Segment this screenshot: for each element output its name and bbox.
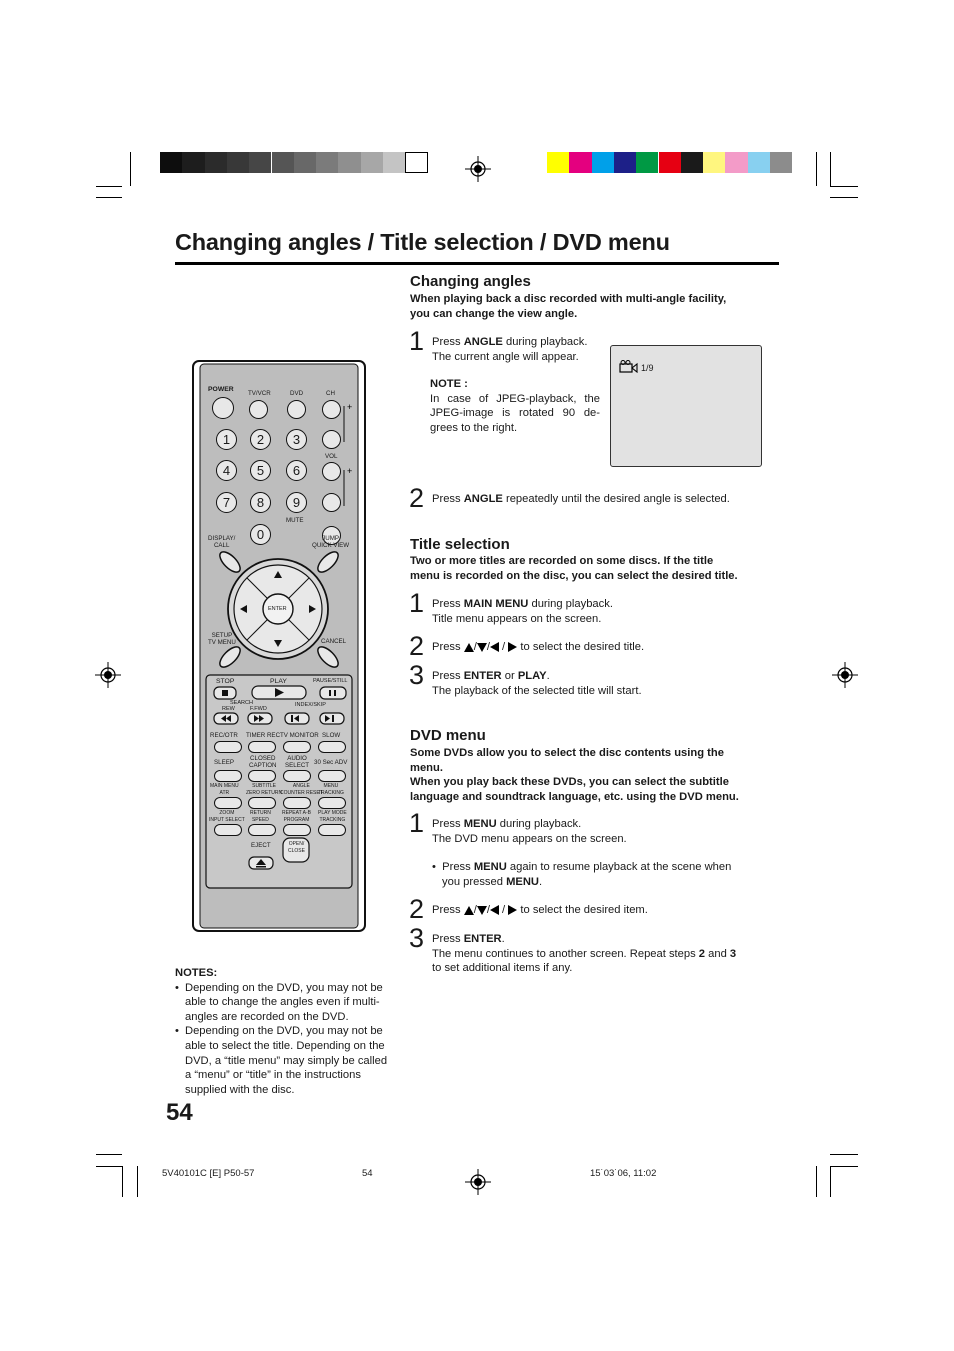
crop-mark [830, 1154, 858, 1155]
camera-angle-icon [619, 360, 638, 373]
changing-angles-intro [410, 292, 726, 321]
pause-label: PAUSE/STILL [313, 678, 348, 684]
dvd-menu-intro [410, 746, 739, 804]
text: to select the desired item. [520, 904, 648, 916]
slow-label: SLOW [322, 732, 341, 739]
digit-button: 3 [286, 429, 307, 450]
separator: / [473, 641, 477, 653]
mute-label: MUTE [286, 517, 304, 524]
adv-button [318, 770, 346, 782]
arrow-right-icon [508, 905, 517, 915]
arrow-down-icon [477, 906, 487, 915]
text: The DVD menu appears on the screen. [432, 832, 627, 845]
dvd-button [287, 400, 306, 419]
intro-line: When you play back these DVDs, you can select the subtitle [410, 776, 729, 789]
cancel-label: CANCEL [321, 638, 347, 645]
ch-label: CH [326, 390, 335, 397]
crop-mark [830, 152, 831, 186]
text: Press [442, 861, 474, 873]
note-text: grees to the right. [430, 421, 518, 434]
search-label: SEARCH [230, 700, 253, 706]
enter-label: ENTER [268, 606, 287, 612]
step-number: 3 [409, 660, 425, 690]
crop-mark [122, 1166, 123, 1197]
angle-label: ANGLE COUNTER RESET [280, 783, 323, 796]
rew-label: REW [222, 706, 235, 712]
gray-swatch [294, 152, 316, 173]
text: to select the desired title. [520, 641, 645, 653]
text: during playback. [496, 818, 582, 830]
color-swatch [636, 152, 658, 173]
audio-select-label: AUDIO SELECT [285, 755, 310, 769]
separator: / [473, 904, 477, 916]
remote-control-illustration [192, 360, 366, 932]
crop-mark [130, 152, 131, 186]
gray-swatch [205, 152, 227, 173]
eject-label: EJECT [251, 842, 271, 849]
arrow-left-icon [490, 642, 499, 652]
svg-text:+: + [347, 402, 353, 412]
step-number: 2 [409, 894, 425, 924]
gray-swatch [361, 152, 383, 173]
vol-up-button [322, 462, 341, 481]
key-name: 3 [729, 947, 737, 960]
step-text [432, 903, 648, 918]
arrow-down-icon [477, 643, 487, 652]
bullet: • [432, 861, 443, 873]
stop-label: STOP [216, 678, 235, 685]
key-name: ANGLE [463, 493, 503, 505]
text: Press [432, 598, 464, 610]
intro-line: menu is recorded on the disc, you can select the desired title. [410, 569, 738, 582]
tvvcr-button [249, 400, 268, 419]
gray-swatch [227, 152, 249, 173]
intro-line: language and soundtrack language, etc. using the DVD menu. [410, 790, 739, 803]
registration-mark-icon [831, 661, 859, 689]
display-call-label: DISPLAY/ CALL [208, 535, 236, 549]
text: Press [432, 493, 464, 505]
separator: / [502, 904, 506, 916]
tv-monitor-label: TV MONITOR [280, 732, 319, 739]
arrow-up-icon [464, 906, 474, 915]
note-item: • Depending on the DVD, you may not be able to change the angles even if multi-angles are recorded on the DVD. [175, 981, 390, 1025]
step-text [432, 817, 627, 846]
text: Press [432, 933, 464, 945]
ffwd-label: F.FWD [250, 706, 267, 712]
step-number: 1 [409, 808, 425, 838]
color-swatch [659, 152, 681, 173]
key-name: PLAY [517, 670, 547, 682]
zoom-button [214, 824, 242, 836]
step-text [432, 335, 587, 364]
digit-button: 2 [250, 429, 271, 450]
key-name: ENTER [463, 933, 502, 945]
intro-line: Some DVDs allow you to select the disc contents using the [410, 747, 724, 759]
color-swatch [770, 152, 792, 173]
play-mode-button [318, 824, 346, 836]
text: . [539, 875, 543, 888]
text: you pressed [442, 875, 507, 888]
text: The playback of the selected title will start. [432, 684, 642, 697]
step-number: 3 [409, 923, 425, 953]
key-name: MENU [506, 875, 540, 888]
crop-mark [816, 1166, 817, 1197]
tv-monitor-button [283, 741, 311, 753]
closed-caption-button [248, 770, 276, 782]
gray-swatch [405, 152, 427, 173]
title-selection-intro [410, 554, 738, 583]
digit-button: 5 [250, 460, 271, 481]
key-name: ANGLE [463, 336, 503, 348]
separator: / [486, 904, 490, 916]
angle-value: 1/9 [641, 363, 654, 373]
dvd-menu-heading: DVD menu [410, 727, 486, 744]
color-swatch [681, 152, 703, 173]
intro-line: Two or more titles are recorded on some discs. If the title [410, 555, 714, 567]
notes-block [175, 966, 390, 1097]
arrow-right-icon [508, 642, 517, 652]
title-rule [175, 262, 779, 265]
crop-mark [96, 197, 122, 198]
power-label: POWER [208, 386, 234, 393]
gray-swatch [338, 152, 360, 173]
gray-swatch [383, 152, 405, 173]
arrow-up-icon [464, 643, 474, 652]
return-label: RETURN SPEED [250, 810, 271, 823]
text: The current angle will appear. [432, 350, 579, 363]
menu-button [318, 797, 346, 809]
sleep-label: SLEEP [214, 759, 234, 766]
svg-text:+: + [347, 466, 353, 476]
adv-label: 30 Sec ADV [314, 759, 348, 766]
digit-button: 7 [216, 492, 237, 513]
crop-mark [816, 152, 817, 186]
text: . [501, 933, 505, 945]
setup-label: SETUP TV MENU [208, 632, 236, 646]
index-skip-label: INDEX/SKIP [295, 702, 326, 708]
text: and [705, 947, 730, 960]
note-text: In case of JPEG-playback, the [430, 392, 600, 405]
digit-button: 6 [286, 460, 307, 481]
audio-select-button [283, 770, 311, 782]
text: to set additional items if any. [432, 962, 573, 975]
key-name: MENU [463, 818, 497, 830]
vol-down-button [322, 493, 341, 512]
timer-rec-button [248, 741, 276, 753]
crop-mark [96, 186, 122, 187]
main-menu-button [214, 797, 242, 809]
page-title: Changing angles / Title selection / DVD menu [175, 229, 670, 255]
gray-swatch [182, 152, 204, 173]
text: Press [432, 904, 464, 916]
note-text: JPEG-image is rotated 90 de- [430, 407, 600, 420]
closed-caption-label: CLOSED CAPTION [249, 755, 277, 769]
crop-mark [830, 1166, 831, 1197]
ch-down-button [322, 430, 341, 449]
timer-rec-label: TIMER REC [246, 732, 281, 739]
title-selection-heading: Title selection [410, 536, 510, 553]
key-name: ENTER [463, 670, 502, 682]
changing-angles-heading: Changing angles [410, 273, 531, 290]
text: The menu continues to another screen. Repeat steps [432, 947, 699, 960]
footer-right: 15˙03˙06, 11:02 [590, 1168, 657, 1179]
registration-mark-icon [464, 155, 492, 183]
text: Title menu appears on the screen. [432, 612, 602, 625]
step-text [432, 492, 730, 507]
separator: / [486, 641, 490, 653]
color-swatch [703, 152, 725, 173]
key-name: 2 [698, 947, 706, 960]
note-block [430, 377, 600, 435]
step-number: 1 [409, 326, 425, 356]
step-text [432, 932, 736, 976]
crop-mark [830, 186, 858, 187]
digit-button: 4 [216, 460, 237, 481]
dvd-label: DVD [290, 390, 304, 397]
text: during playback. [502, 336, 588, 348]
play-label: PLAY [270, 678, 287, 685]
tvvcr-label: TV/VCR [248, 390, 271, 397]
repeat-label: REPEAT A-B PROGRAM [282, 810, 311, 823]
color-swatch [748, 152, 770, 173]
digit-button: 1 [216, 429, 237, 450]
text: repeatedly until the desired angle is selected. [502, 493, 730, 505]
key-name: MAIN MENU [463, 598, 529, 610]
angle-button [283, 797, 311, 809]
zoom-label: ZOOM INPUT SELECT [209, 810, 245, 823]
intro-line: When playing back a disc recorded with multi-angle facility, [410, 293, 727, 305]
step-number: 2 [409, 483, 425, 513]
jump-label: JUMP QUICK VIEW [312, 535, 350, 549]
crop-mark [830, 1166, 858, 1167]
text: or [501, 670, 518, 682]
text: again to resume playback at the scene when [506, 861, 732, 873]
bullet-item [432, 860, 731, 889]
step-text [432, 597, 613, 626]
gray-swatch [316, 152, 338, 173]
footer-left: 5V40101C [E] P50-57 [162, 1168, 255, 1179]
open-close-label: OPEN/ CLOSE [288, 841, 305, 854]
rec-otr-button [214, 741, 242, 753]
main-menu-label: MAIN MENU ATR [210, 783, 239, 796]
color-swatch [725, 152, 747, 173]
text: Press [432, 641, 464, 653]
sleep-button [214, 770, 242, 782]
page-number: 54 [166, 1099, 193, 1126]
separator: / [502, 641, 506, 653]
text: . [546, 670, 550, 682]
tv-screen-illustration [610, 345, 762, 467]
notes-label: NOTES: [175, 967, 218, 979]
ch-up-button [322, 400, 341, 419]
note-label: NOTE : [430, 378, 468, 390]
crop-mark [830, 197, 858, 198]
subtitle-label: SUBTITLE ZERO RETURN [246, 783, 283, 796]
digit-button: 9 [286, 492, 307, 513]
intro-line: menu. [410, 761, 443, 774]
registration-mark-icon [464, 1168, 492, 1196]
repeat-button [283, 824, 311, 836]
arrow-left-icon [490, 905, 499, 915]
return-button [248, 824, 276, 836]
play-mode-label: PLAY MODE TRACKING [318, 810, 347, 823]
step-number: 1 [409, 588, 425, 618]
step-text [432, 640, 644, 655]
gray-swatch [249, 152, 271, 173]
color-swatch [614, 152, 636, 173]
gray-swatch [160, 152, 182, 173]
color-swatch [592, 152, 614, 173]
color-swatch [569, 152, 591, 173]
text: during playback. [528, 598, 613, 610]
slow-button [318, 741, 346, 753]
menu-label: MENU TRACKING [318, 783, 344, 796]
subtitle-button [248, 797, 276, 809]
text: Press [432, 670, 464, 682]
vol-label: VOL [325, 453, 338, 460]
text: Press [432, 818, 464, 830]
digit-button: 0 [250, 524, 271, 545]
crop-mark [96, 1154, 122, 1155]
intro-line: you can change the view angle. [410, 307, 578, 320]
step-number: 2 [409, 631, 425, 661]
rec-otr-label: REC/OTR [210, 732, 238, 739]
key-name: MENU [473, 861, 507, 873]
color-swatch [547, 152, 569, 173]
step-text [432, 669, 642, 698]
crop-mark [96, 1166, 122, 1167]
registration-mark-icon [94, 661, 122, 689]
crop-mark [137, 1166, 138, 1197]
note-item: • Depending on the DVD, you may not be able to select the title. Depending on the DVD, a “title menu” may simply be called a “menu” or “title” in the instructions supplied with the disc. [175, 1024, 390, 1097]
power-button [212, 397, 234, 419]
gray-swatch [272, 152, 294, 173]
digit-button: 8 [250, 492, 271, 513]
text: Press [432, 336, 464, 348]
footer-center: 54 [362, 1168, 373, 1179]
notes-list [175, 981, 390, 1098]
